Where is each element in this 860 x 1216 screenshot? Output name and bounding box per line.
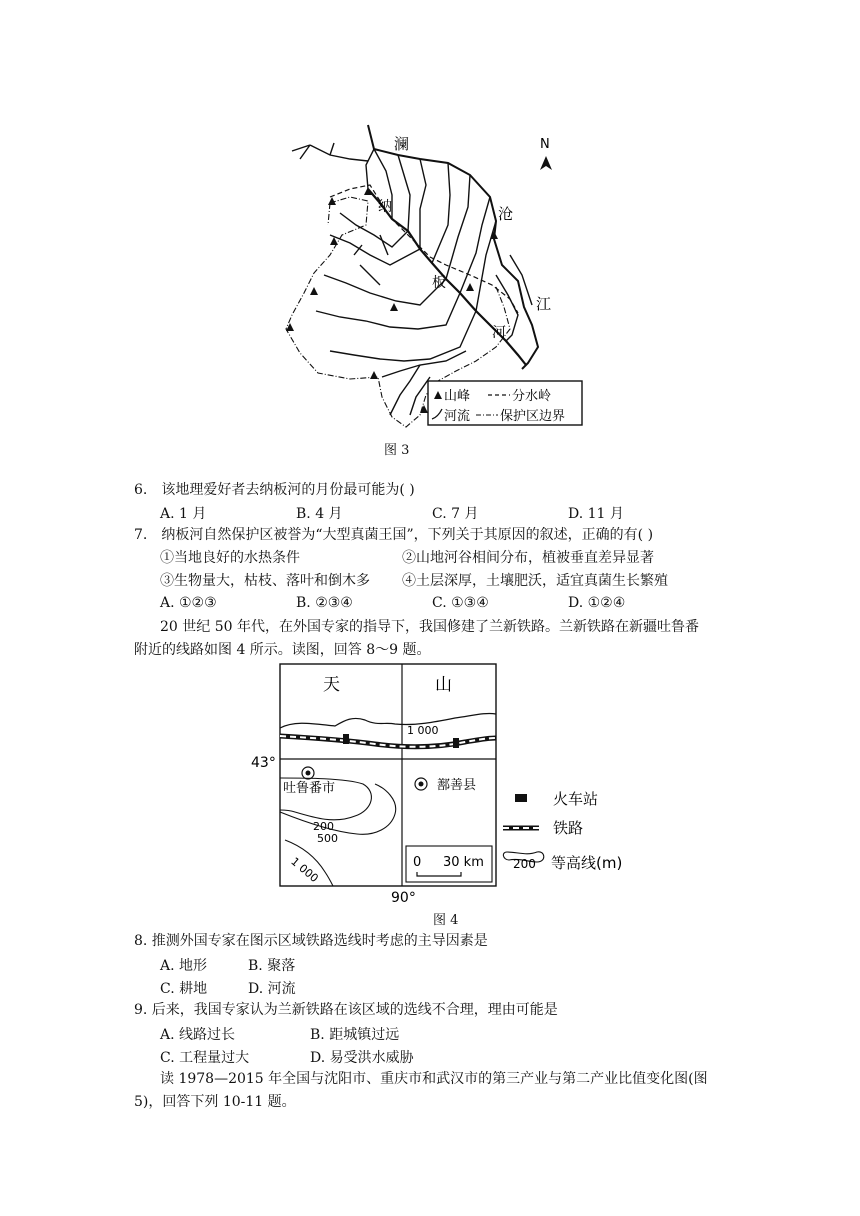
q7-option-d[interactable]: D. ①②④ (568, 595, 626, 611)
label-ban: 板 (432, 275, 446, 291)
peak-icon (466, 283, 474, 291)
q8-option-d[interactable]: D. 河流 (248, 981, 296, 997)
legend-watershed: 分水岭 (512, 389, 552, 404)
peak-icon (310, 287, 318, 295)
contour-200-label: 200 (313, 820, 334, 833)
q7-item-4: ④土层深厚，土壤肥沃，适宜真菌生长繁殖 (402, 573, 668, 589)
q7-stem: 7. 纳板河自然保护区被誉为“大型真菌王国”，下列关于其原因的叙述，正确的有( ) (134, 527, 654, 543)
q9-stem: 9. 后来，我国专家认为兰新铁路在该区域的选线不合理，理由可能是 (134, 1002, 558, 1018)
q9-option-b[interactable]: B. 距城镇过远 (310, 1027, 400, 1043)
q8-option-b[interactable]: B. 聚落 (248, 958, 296, 974)
legend-contour-value: 200 (513, 857, 536, 871)
legend-peak: 山峰 (444, 389, 471, 404)
q6-option-b[interactable]: B. 4 月 (296, 506, 343, 522)
train-station-icon (453, 738, 459, 748)
legend-contour: 等高线(m) (551, 854, 623, 872)
q6-option-c[interactable]: C. 7 月 (432, 506, 479, 522)
q6-stem: 6. 该地理爱好者去纳板河的月份最可能为( ) (134, 482, 415, 498)
longitude-label: 90° (391, 890, 416, 906)
label-shan: 山 (435, 675, 452, 695)
q7-item-1: ①当地良好的水热条件 (160, 550, 300, 566)
label-jiang: 江 (536, 295, 552, 313)
contour-1000-top-label: 1 000 (407, 724, 439, 737)
intro-10-11-line1: 读 1978—2015 年全国与沈阳市、重庆市和武汉市的第三产业与第二产业比值变化图(图 (160, 1071, 708, 1087)
shanshan-label: 鄯善县 (437, 778, 477, 793)
peak-icon (286, 323, 294, 331)
peak-icon (370, 371, 378, 379)
figure-3-map (270, 115, 600, 435)
peak-icon (390, 303, 398, 311)
q7-item-2: ②山地河谷相间分布，植被垂直差异显著 (402, 550, 654, 566)
q7-option-c[interactable]: C. ①③④ (432, 595, 489, 611)
q7-option-b[interactable]: B. ②③④ (296, 595, 353, 611)
label-cang: 沧 (498, 205, 514, 223)
label-he: 河 (492, 325, 506, 341)
legend-station-icon (515, 794, 527, 802)
label-na: 纳 (378, 199, 392, 215)
turpan-label: 吐鲁番市 (283, 781, 336, 796)
figure-3-caption: 图 3 (384, 443, 410, 458)
q7-option-a[interactable]: A. ①②③ (160, 595, 217, 611)
scale-30km: 30 km (443, 855, 484, 870)
label-tian: 天 (323, 675, 340, 695)
q8-option-c[interactable]: C. 耕地 (160, 981, 208, 997)
q7-item-3: ③生物量大，枯枝、落叶和倒木多 (160, 573, 370, 589)
legend-rail: 铁路 (553, 819, 584, 837)
peak-icon (420, 405, 428, 413)
q6-option-a[interactable]: A. 1 月 (160, 506, 207, 522)
north-arrow-icon (540, 156, 552, 170)
q6-option-d[interactable]: D. 11 月 (568, 506, 624, 522)
legend-river: 河流 (444, 409, 471, 424)
q8-stem: 8. 推测外国专家在图示区域铁路选线时考虑的主导因素是 (134, 933, 488, 949)
q9-option-a[interactable]: A. 线路过长 (160, 1027, 236, 1043)
intro-8-9-line2: 附近的线路如图 4 所示。读图，回答 8～9 题。 (134, 642, 431, 658)
train-station-icon (343, 734, 349, 744)
fig3-legend (428, 381, 582, 425)
legend-station: 火车站 (553, 790, 599, 808)
q9-option-c[interactable]: C. 工程量过大 (160, 1050, 250, 1066)
contour-500-label: 500 (317, 832, 338, 845)
figure-4-caption: 图 4 (433, 913, 459, 928)
legend-boundary: 保护区边界 (500, 409, 566, 424)
latitude-label: 43° (251, 755, 276, 771)
contour-1000-bottom-label: 1 000 (288, 854, 321, 886)
q9-option-d[interactable]: D. 易受洪水威胁 (310, 1050, 414, 1066)
intro-8-9-line1: 20 世纪 50 年代，在外国专家的指导下，我国修建了兰新铁路。兰新铁路在新疆吐鲁番 (160, 619, 699, 635)
scale-zero: 0 (413, 855, 422, 870)
intro-10-11-line2: 5)，回答下列 10-11 题。 (134, 1094, 296, 1110)
north-label: N (540, 137, 550, 152)
figure-4-map (245, 660, 645, 908)
q8-option-a[interactable]: A. 地形 (160, 958, 208, 974)
label-lan: 澜 (394, 135, 410, 153)
